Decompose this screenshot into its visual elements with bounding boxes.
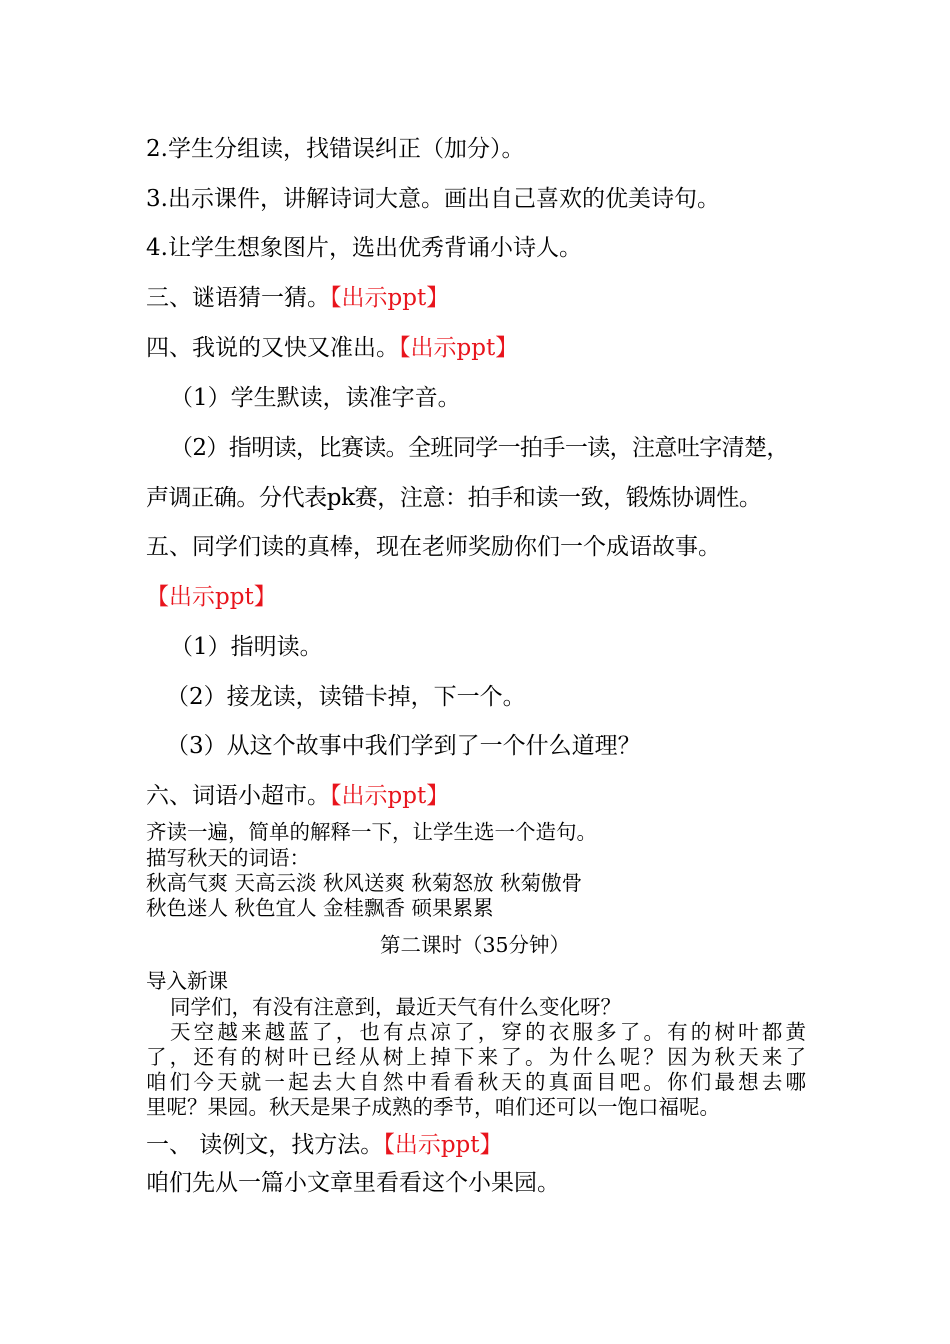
section-4-item-1: （1）学生默读，读准字音。 (170, 385, 461, 411)
step-4-line: 4.让学生想象图片，选出优秀背诵小诗人。 (146, 235, 582, 261)
lesson-2-title: 第二课时（35分钟） (379, 933, 571, 957)
section-5-heading: 五、同学们读的真棒，现在老师奖励你们一个成语故事。 (146, 534, 721, 560)
intro-paragraph-line-2: 了，还有的树叶已经从树上掉下来了。为什么呢？因为秋天来了 (146, 1045, 806, 1069)
show-ppt-tag: 【出示ppt】 (146, 584, 277, 610)
section-6-instruction: 齐读一遍，简单的解释一下，让学生选一个造句。 (146, 820, 597, 844)
part-1-heading (146, 1134, 503, 1157)
autumn-words-row-2: 秋色迷人 秋色宜人 金桂飘香 硕果累累 (146, 896, 494, 920)
section-6-text: 六、词语小超市。 (146, 783, 330, 809)
section-4-text: 四、我说的又快又准出。 (146, 335, 399, 361)
intro-question: 同学们，有没有注意到，最近天气有什么变化呀？ (170, 995, 621, 1019)
section-6-heading (146, 785, 449, 808)
section-5-item-3: （3）从这个故事中我们学到了一个什么道理？ (166, 733, 641, 759)
intro-paragraph-line-3: 咱们今天就一起去大自然中看看秋天的真面目吧。你们最想去哪 (146, 1070, 806, 1094)
part-1-intro: 咱们先从一篇小文章里看看这个小果园。 (146, 1170, 560, 1196)
autumn-words-row-1: 秋高气爽 天高云淡 秋风送爽 秋菊怒放 秋菊傲骨 (146, 871, 583, 895)
section-3-text: 三、谜语猜一猜。 (146, 285, 330, 311)
show-ppt-tag: 【出示ppt】 (330, 783, 450, 809)
section-4-item-2: （2）指明读，比赛读。全班同学一拍手一读，注意吐字清楚， (170, 435, 789, 461)
autumn-words-label: 描写秋天的词语： (146, 846, 310, 870)
section-5-item-1: （1）指明读。 (170, 634, 323, 660)
step-2-line: 2.学生分组读，找错误纠正（加分）。 (146, 136, 525, 162)
section-5-item-2: （2）接龙读，读错卡掉，下一个。 (166, 684, 526, 710)
show-ppt-tag: 【出示ppt】 (383, 1132, 503, 1158)
section-3-heading (146, 287, 449, 310)
section-4-item-2-cont: 声调正确。分代表pk赛，注意：拍手和读一致，锻炼协调性。 (146, 485, 762, 511)
show-ppt-tag: 【出示ppt】 (330, 285, 450, 311)
part-1-text: 一、 读例文，找方法。 (146, 1132, 384, 1158)
step-3-line: 3.出示课件，讲解诗词大意。画出自己喜欢的优美诗句。 (146, 186, 720, 212)
intro-paragraph-line-4: 里呢？果园。秋天是果子成熟的季节，咱们还可以一饱口福呢。 (146, 1095, 720, 1119)
intro-heading: 导入新课 (146, 969, 228, 993)
intro-paragraph-line-1: 天空越来越蓝了，也有点凉了，穿的衣服多了。有的树叶都黄 (170, 1020, 806, 1044)
show-ppt-tag: 【出示ppt】 (399, 335, 519, 361)
section-4-heading (146, 337, 518, 360)
